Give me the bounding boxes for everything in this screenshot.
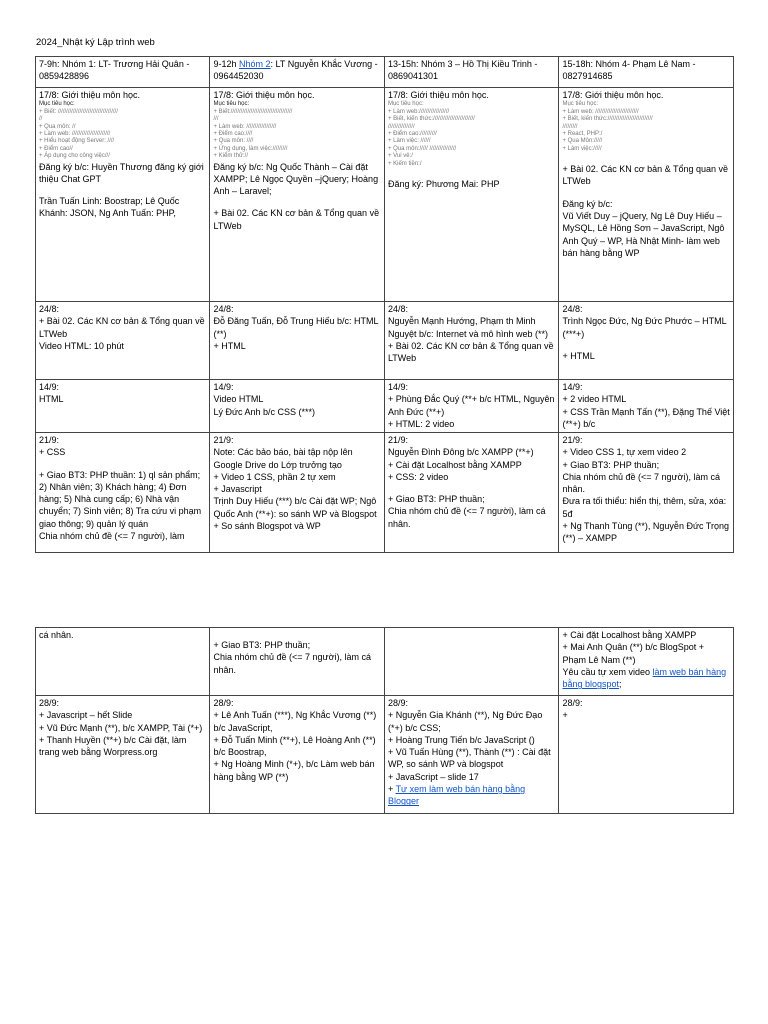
cell-r3-c2: 14/9: Video HTML Lý Đức Anh b/c CSS (***) (210, 380, 384, 433)
cell-r5-c4: + Cài đặt Localhost bằng XAMPP + Mai Anh Quân (**) b/c BlogSpot + Phạm Lê Nam (**) Yêu cầu tự xem video làm web bán hàng bằng blogspot; (559, 628, 734, 696)
schedule-table-page1 (35, 56, 734, 553)
cell-r2-c1: 24/8: + Bài 02. Các KN cơ bản & Tổng quan về LTWeb Video HTML: 10 phút (36, 302, 210, 380)
cell-r1-c3: 17/8: Giới thiệu môn học. Mục tiêu học: + Làm web:////////////////// + Biết, kiến thức:///////////////////////// //////////////// + Điểm cao:////////// + Làm việc: ////// + Qua môn:///// //////////////// + Vui vẻ:/ + Kiếm tiền:/ Đăng ký: Phương Mai: PHP (384, 88, 558, 302)
header-group-4: 15-18h: Nhóm 4- Phạm Lê Nam - 0827914685 (559, 57, 734, 88)
goals-list: Mục tiêu học: + Làm web:////////////////// + Biết, kiến thức:///////////////////////// //////////////// + Điểm cao:////////// + Làm việc: ////// + Qua môn:///// //////////////// + Vui vẻ:/ + Kiếm tiền:/ (387, 101, 475, 167)
document-title: 2024_Nhật ký Lập trình web (36, 37, 155, 48)
table-row-17-8 (36, 88, 734, 302)
cell-r5-c2: + Giao BT3: PHP thuần; Chia nhóm chủ đề (<= 7 người), làm cá nhân. (210, 628, 384, 696)
blogspot-video-link[interactable]: làm web bán hàng bằng blogspot (562, 666, 727, 690)
header-group-2: 9-12h Nhóm 2: LT Nguyễn Khắc Vương - 0964452030 (210, 57, 384, 88)
cell-r3-c4: 14/9: + 2 video HTML + CSS Trần Mạnh Tấn (**), Đặng Thế Việt (**+) b/c (559, 380, 734, 433)
table-row-21-9-continued (36, 628, 734, 696)
cell-r1-c2: 17/8: Giới thiệu môn học. Mục tiêu học: + Biết:///////////////////////////////////// /// + Làm web: ////////////////// + Điểm cao://// + Qua môn: //// + Ứng dụng, làm việc:///////// + Kiểm thử:// Đăng ký b/c: Ng Quốc Thành – Cài đặt XAMPP; Lê Ngọc Quyền –jQuery; Hoàng Anh – Laravel; + Bài 02. Các KN cơ bản & Tổng quan về LTWeb (210, 88, 384, 302)
table-row-21-9 (36, 433, 734, 553)
cell-r2-c3: 24/8: Nguyễn Mạnh Hướng, Phạm th Minh Nguyệt b/c: Internet và mô hình web (**) + Bài 02. Các KN cơ bản & Tổng quan về LTWeb (384, 302, 558, 380)
cell-r2-c4: 24/8: Trình Ngọc Đức, Ng Đức Phước – HTML (***+) + HTML (559, 302, 734, 380)
cell-r5-c3 (384, 628, 558, 696)
cell-r4-c1: 21/9: + CSS + Giao BT3: PHP thuần: 1) ql sản phẩm; 2) Nhân viên; 3) Khách hàng; 4) Đơn hàng; 5) Nhà cung cấp; 6) Nhà vận chuyển; 7) Sinh viên; 8) Tra cứu vi phạm giao thông; 9) quản lý quán Chia nhóm chủ đề (<= 7 người), làm (36, 433, 210, 553)
goals-list: Mục tiêu học: + Làm web: ////////////////////////// + Biết, kiến thức://///////////////////////// ///////// + React, PHP:/ + Qua Môn:///// + Làm việc:///// (562, 101, 653, 152)
goals-list: Mục tiêu học: + Biết:///////////////////////////////////// /// + Làm web: ////////////////// + Điểm cao://// + Qua môn: //// + Ứng dụng, làm việc:///////// + Kiểm thử:// (213, 101, 293, 160)
goals-list: Mục tiêu học: + Biết: //////////////////////////////////// // + Qua môn: // + Làm web: /////////////////////// + Hiểu hoạt động Server: //// + Điểm cao// + Áp dụng cho công việc/// (39, 101, 118, 160)
cell-r5-c1: cá nhân. (36, 628, 210, 696)
table-row-14-9 (36, 380, 734, 433)
cell-r3-c1: 14/9: HTML (36, 380, 210, 433)
cell-r6-c1: 28/9: + Javascript – hết Slide + Vũ Đức Mạnh (**), b/c XAMPP, Tài (*+) + Thanh Huyền (**+) b/c Cài đặt, làm trang web bằng Worpress.org (36, 696, 210, 814)
cell-r6-c2: 28/9: + Lê Anh Tuấn (***), Ng Khắc Vương (**) b/c JavaScript, + Đỗ Tuấn Minh (**+), Lê Hoàng Anh (**) b/c Boostrap, + Ng Hoàng Minh (*+), b/c Làm web bán hàng bằng WP (**) (210, 696, 384, 814)
schedule-table-page2 (35, 627, 734, 814)
cell-r2-c2: 24/8: Đỗ Đăng Tuấn, Đỗ Trung Hiếu b/c: HTML (**) + HTML (210, 302, 384, 380)
cell-r1-c4: 17/8: Giới thiệu môn học. Mục tiêu học: + Làm web: ////////////////////////// + Biết, kiến thức://///////////////////////// ///////// + React, PHP:/ + Qua Môn:///// + Làm việc:///// + Bài 02. Các KN cơ bản & Tổng quan về LTWeb Đăng ký b/c: Vũ Viết Duy – jQuery, Ng Lê Duy Hiếu – MySQL, Lê Hồng Sơn – JavaScript, Ngô Anh Quý – WP, Hà Nhật Minh- làm web bán hàng bằng WP (559, 88, 734, 302)
cell-r4-c2: 21/9: Note: Các bảo báo, bài tập nộp lên Google Drive do Lớp trưởng tạo + Video 1 CSS, phần 2 tự xem + Javascript Trịnh Duy Hiếu (***) b/c Cài đặt WP; Ngô Quốc Anh (**+): so sánh WP và Blogspot + So sánh Blogspot và WP (210, 433, 384, 553)
cell-r6-c3: 28/9: + Nguyễn Gia Khánh (**), Ng Đức Đạo (*+) b/c CSS; + Hoàng Trung Tiến b/c JavaScript () + Vũ Tuấn Hùng (**), Thành (**) : Cài đặt WP, so sánh WP và blogspot + JavaScript – slide 17 + Tự xem làm web bán hàng bằng Blogger (384, 696, 558, 814)
cell-r6-c4: 28/9: + (559, 696, 734, 814)
table-row-28-9 (36, 696, 734, 814)
group-2-link[interactable]: Nhóm 2 (239, 59, 271, 69)
cell-r4-c4: 21/9: + Video CSS 1, tự xem video 2 + Giao BT3: PHP thuần; Chia nhóm chủ đề (<= 7 người), làm cá nhân. Đưa ra tối thiểu: hiển thị, thêm, sửa, xóa: 5đ + Ng Thanh Tùng (**), Nguyễn Đức Trọng (**) – XAMPP (559, 433, 734, 553)
cell-r3-c3: 14/9: + Phùng Đắc Quý (**+ b/c HTML, Nguyên Anh Đức (**+) + HTML: 2 video (384, 380, 558, 433)
cell-r4-c3: 21/9: Nguyễn Đình Đông b/c XAMPP (**+) + Cài đặt Localhost bằng XAMPP + CSS: 2 video + Giao BT3: PHP thuần; Chia nhóm chủ đề (<= 7 người), làm cá nhân. (384, 433, 558, 553)
header-group-3: 13-15h: Nhóm 3 – Hồ Thị Kiều Trinh - 0869041301 (384, 57, 558, 88)
header-group-1: 7-9h: Nhóm 1: LT- Trương Hải Quân - 0859428896 (36, 57, 210, 88)
table-row-24-8 (36, 302, 734, 380)
table-row-header (36, 57, 734, 88)
cell-r1-c1: 17/8: Giới thiệu môn học. Mục tiêu học: + Biết: //////////////////////////////////// // + Qua môn: // + Làm web: /////////////////////// + Hiểu hoạt động Server: //// + Điểm cao// + Áp dụng cho công việc/// Đăng ký b/c: Huyền Thương đăng ký giới thiệu Chat GPT Trần Tuấn Linh: Boostrap; Lê Quốc Khánh: JSON, Ng Anh Tuấn: PHP, (36, 88, 210, 302)
blogger-video-link[interactable]: Tự xem làm web bán hàng bằng Blogger (387, 784, 526, 807)
